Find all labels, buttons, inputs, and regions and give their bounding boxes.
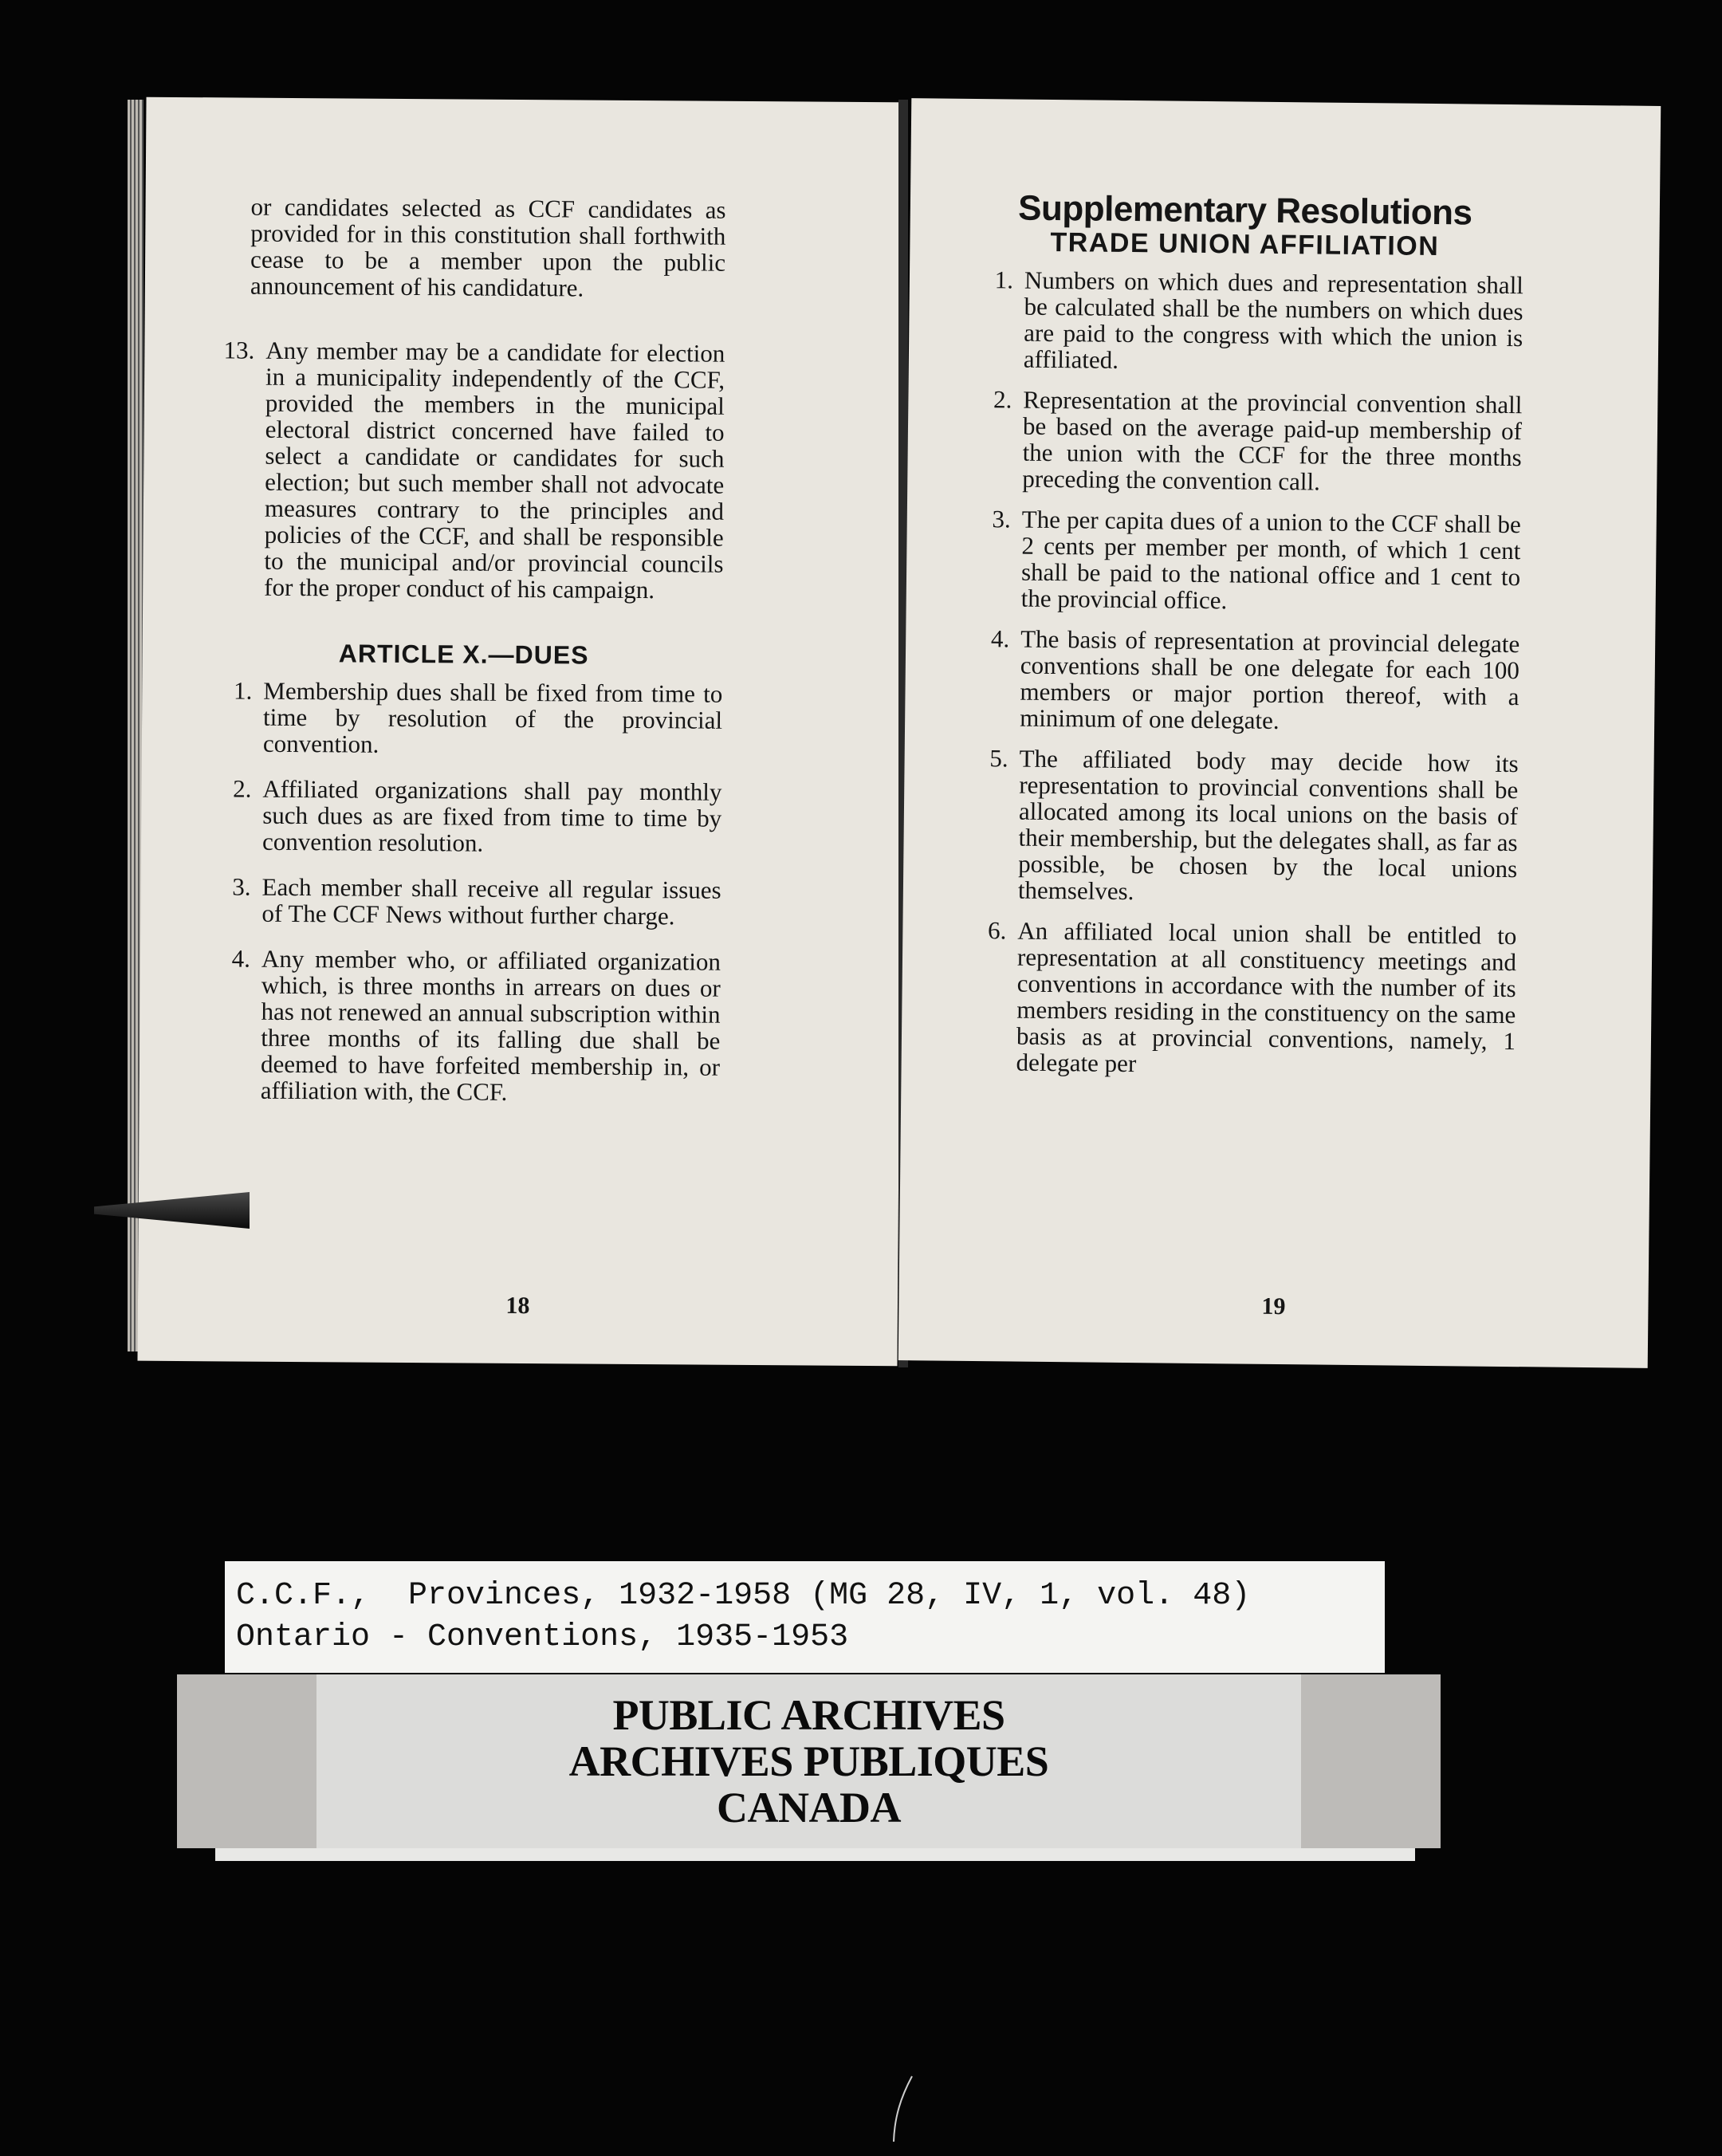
item-number: 4.	[231, 944, 251, 973]
list-item	[961, 625, 1520, 736]
clause-number: 13.	[223, 336, 255, 364]
item-text: The per capita dues of a union to the CCF shall be 2 cents per member per month, of which 1 cent shall be paid to the national office and 1 cent to the provincial office.	[1020, 505, 1521, 615]
archive-label-line: Ontario - Conventions, 1935-1953	[236, 1619, 849, 1655]
list-item	[959, 745, 1519, 908]
item-text: An affiliated local union shall be entitled to representation at all constituency meetings and conventions in accordance with the number of its members residing in the constituency on the same basis as at provincial conventions, namely, 1 delegate per	[1016, 916, 1517, 1078]
stamp-line: ARCHIVES PUBLIQUES	[568, 1737, 1049, 1785]
item-text: Representation at the provincial convention shall be based on the average paid-up membership of the union with the CCF for the three months preceding the convention call.	[1022, 385, 1523, 496]
dues-list	[202, 677, 723, 1107]
right-page	[898, 98, 1661, 1368]
item-text: Affiliated organizations shall pay monthly such dues as are fixed from time to time by convention resolution.	[261, 774, 722, 857]
item-number: 2.	[993, 385, 1012, 414]
article-heading: ARTICLE X.—DUES	[338, 639, 589, 670]
left-page	[137, 97, 906, 1367]
item-number: 1.	[994, 266, 1014, 294]
list-item	[965, 266, 1523, 377]
list-item	[963, 386, 1522, 497]
archive-label-line: C.C.F., Provinces, 1932-1958 (MG 28, IV, 1, vol. 48)	[236, 1578, 1251, 1614]
list-item	[204, 677, 723, 760]
item-text: Membership dues shall be fixed from time to time by resolution of the provincial convention.	[262, 676, 723, 758]
stamp-underline	[215, 1848, 1415, 1861]
list-item	[957, 917, 1516, 1080]
right-page-body	[957, 187, 1524, 1080]
item-text: The affiliated body may decide how its representation to provincial conventions shall be allocated among its local unions on the basis of their membership, but the delegates shall, as far as possible, be chosen by the local unions themselves.	[1017, 744, 1519, 906]
section-subtitle: TRADE UNION AFFILIATION	[1050, 226, 1440, 262]
archive-reference-label	[225, 1561, 1385, 1673]
item-text: Any member who, or affiliated organization which, is three months in arrears on dues or has not renewed an annual subscription within three months of its falling due shall be deemed to have forfeited membership in, or affiliation with, the CCF.	[260, 944, 721, 1106]
left-page-body	[202, 193, 726, 1126]
page-number: 19	[1261, 1292, 1286, 1320]
item-number: 5.	[989, 744, 1008, 773]
page-title: Supplementary Resolutions	[1017, 188, 1472, 233]
continuation-paragraph: or candidates selected as CCF candidates as provided for in this constitution shall forthwith cease to be a member upon the public announcement of his candidature.	[250, 192, 726, 302]
list-item	[962, 506, 1521, 616]
public-archives-stamp	[177, 1674, 1441, 1848]
list-item	[202, 945, 721, 1107]
item-number: 3.	[992, 505, 1011, 533]
list-item	[202, 873, 721, 930]
item-text: Numbers on which dues and representation shall be calculated shall be the numbers on which dues are paid to the congress with which the union is affiliated.	[1023, 266, 1524, 374]
stamp-text	[177, 1692, 1441, 1831]
stamp-line: CANADA	[717, 1784, 901, 1831]
item-number: 4.	[990, 624, 1010, 653]
item-number: 6.	[987, 916, 1007, 945]
clause-text: Any member may be a candidate for election in a municipality independently of the CCF, provided the members in the municipal electoral district concerned have failed to select a candidate or candidates for such election; but such member shall not advocate measures contrary to the principles and policies of the CCF, and shall be responsible to the municipal and/or provincial councils for the proper conduct of his campaign.	[264, 336, 725, 604]
stamp-line: PUBLIC ARCHIVES	[612, 1691, 1005, 1739]
list-item	[203, 775, 722, 858]
item-text: Each member shall receive all regular issues of The CCF News without further charge.	[261, 872, 721, 930]
clause-13	[205, 336, 725, 604]
pen-mark-icon	[891, 2073, 915, 2145]
item-number: 3.	[232, 872, 251, 901]
item-text: The basis of representation at provincial delegate conventions shall be one delegate for each 100 members or major portion thereof, with a minimum of one delegate.	[1020, 624, 1520, 734]
page-number: 18	[505, 1292, 530, 1320]
item-number: 1.	[233, 676, 253, 705]
item-number: 2.	[233, 774, 252, 803]
